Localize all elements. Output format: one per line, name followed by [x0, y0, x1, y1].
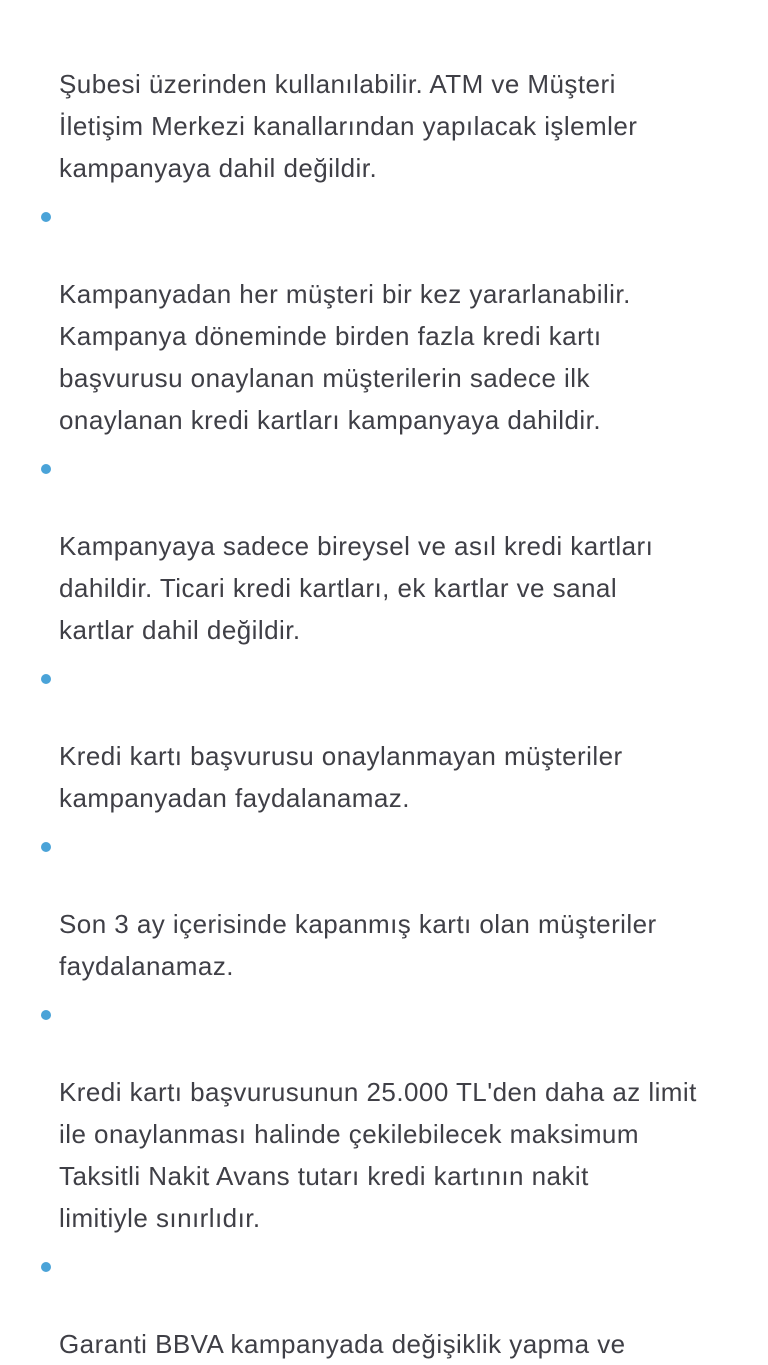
dot-icon: [41, 842, 51, 852]
term-text: Kredi kartı başvurusunun 25.000 TL'den daha az limit ile onaylanması halinde çekilebilecek maksimum Taksitli Nakit Avans tutarı kredi kartının nakit limitiyle sınırlıdır.: [59, 1077, 697, 1233]
dot-icon: [41, 464, 51, 474]
term-text: Kampanyaya sadece bireysel ve asıl kredi kartları dahildir. Ticari kredi kartları, ek kartlar ve sanal kartlar dahil değildir.: [59, 531, 654, 645]
term-item: [0, 441, 768, 651]
dot-icon: [41, 674, 51, 684]
term-text: Kredi kartı başvurusu onaylanmayan müşteriler kampanyadan faydalanamaz.: [59, 741, 623, 813]
dot-icon: [41, 212, 51, 222]
term-item: [0, 651, 768, 819]
term-item: [0, 0, 768, 189]
term-text: Son 3 ay içerisinde kapanmış kartı olan müşteriler faydalanamaz.: [59, 909, 657, 981]
term-text: Kampanyadan her müşteri bir kez yararlanabilir. Kampanya döneminde birden fazla kredi kartı başvurusu onaylanan müşterilerin sadece ilk onaylanan kredi kartları kampanyaya dahildir.: [59, 279, 631, 435]
term-text: Şubesi üzerinden kullanılabilir. ATM ve Müşteri İletişim Merkezi kanallarından yapılacak işlemler kampanyaya dahil değildir.: [59, 69, 638, 183]
dot-icon: [41, 1262, 51, 1272]
term-item: [0, 189, 768, 441]
term-item: [0, 1239, 768, 1365]
term-item: [0, 987, 768, 1239]
term-item: [0, 819, 768, 987]
dot-icon: [41, 1010, 51, 1020]
term-text: Garanti BBVA kampanyada değişiklik yapma ve: [59, 1329, 626, 1359]
